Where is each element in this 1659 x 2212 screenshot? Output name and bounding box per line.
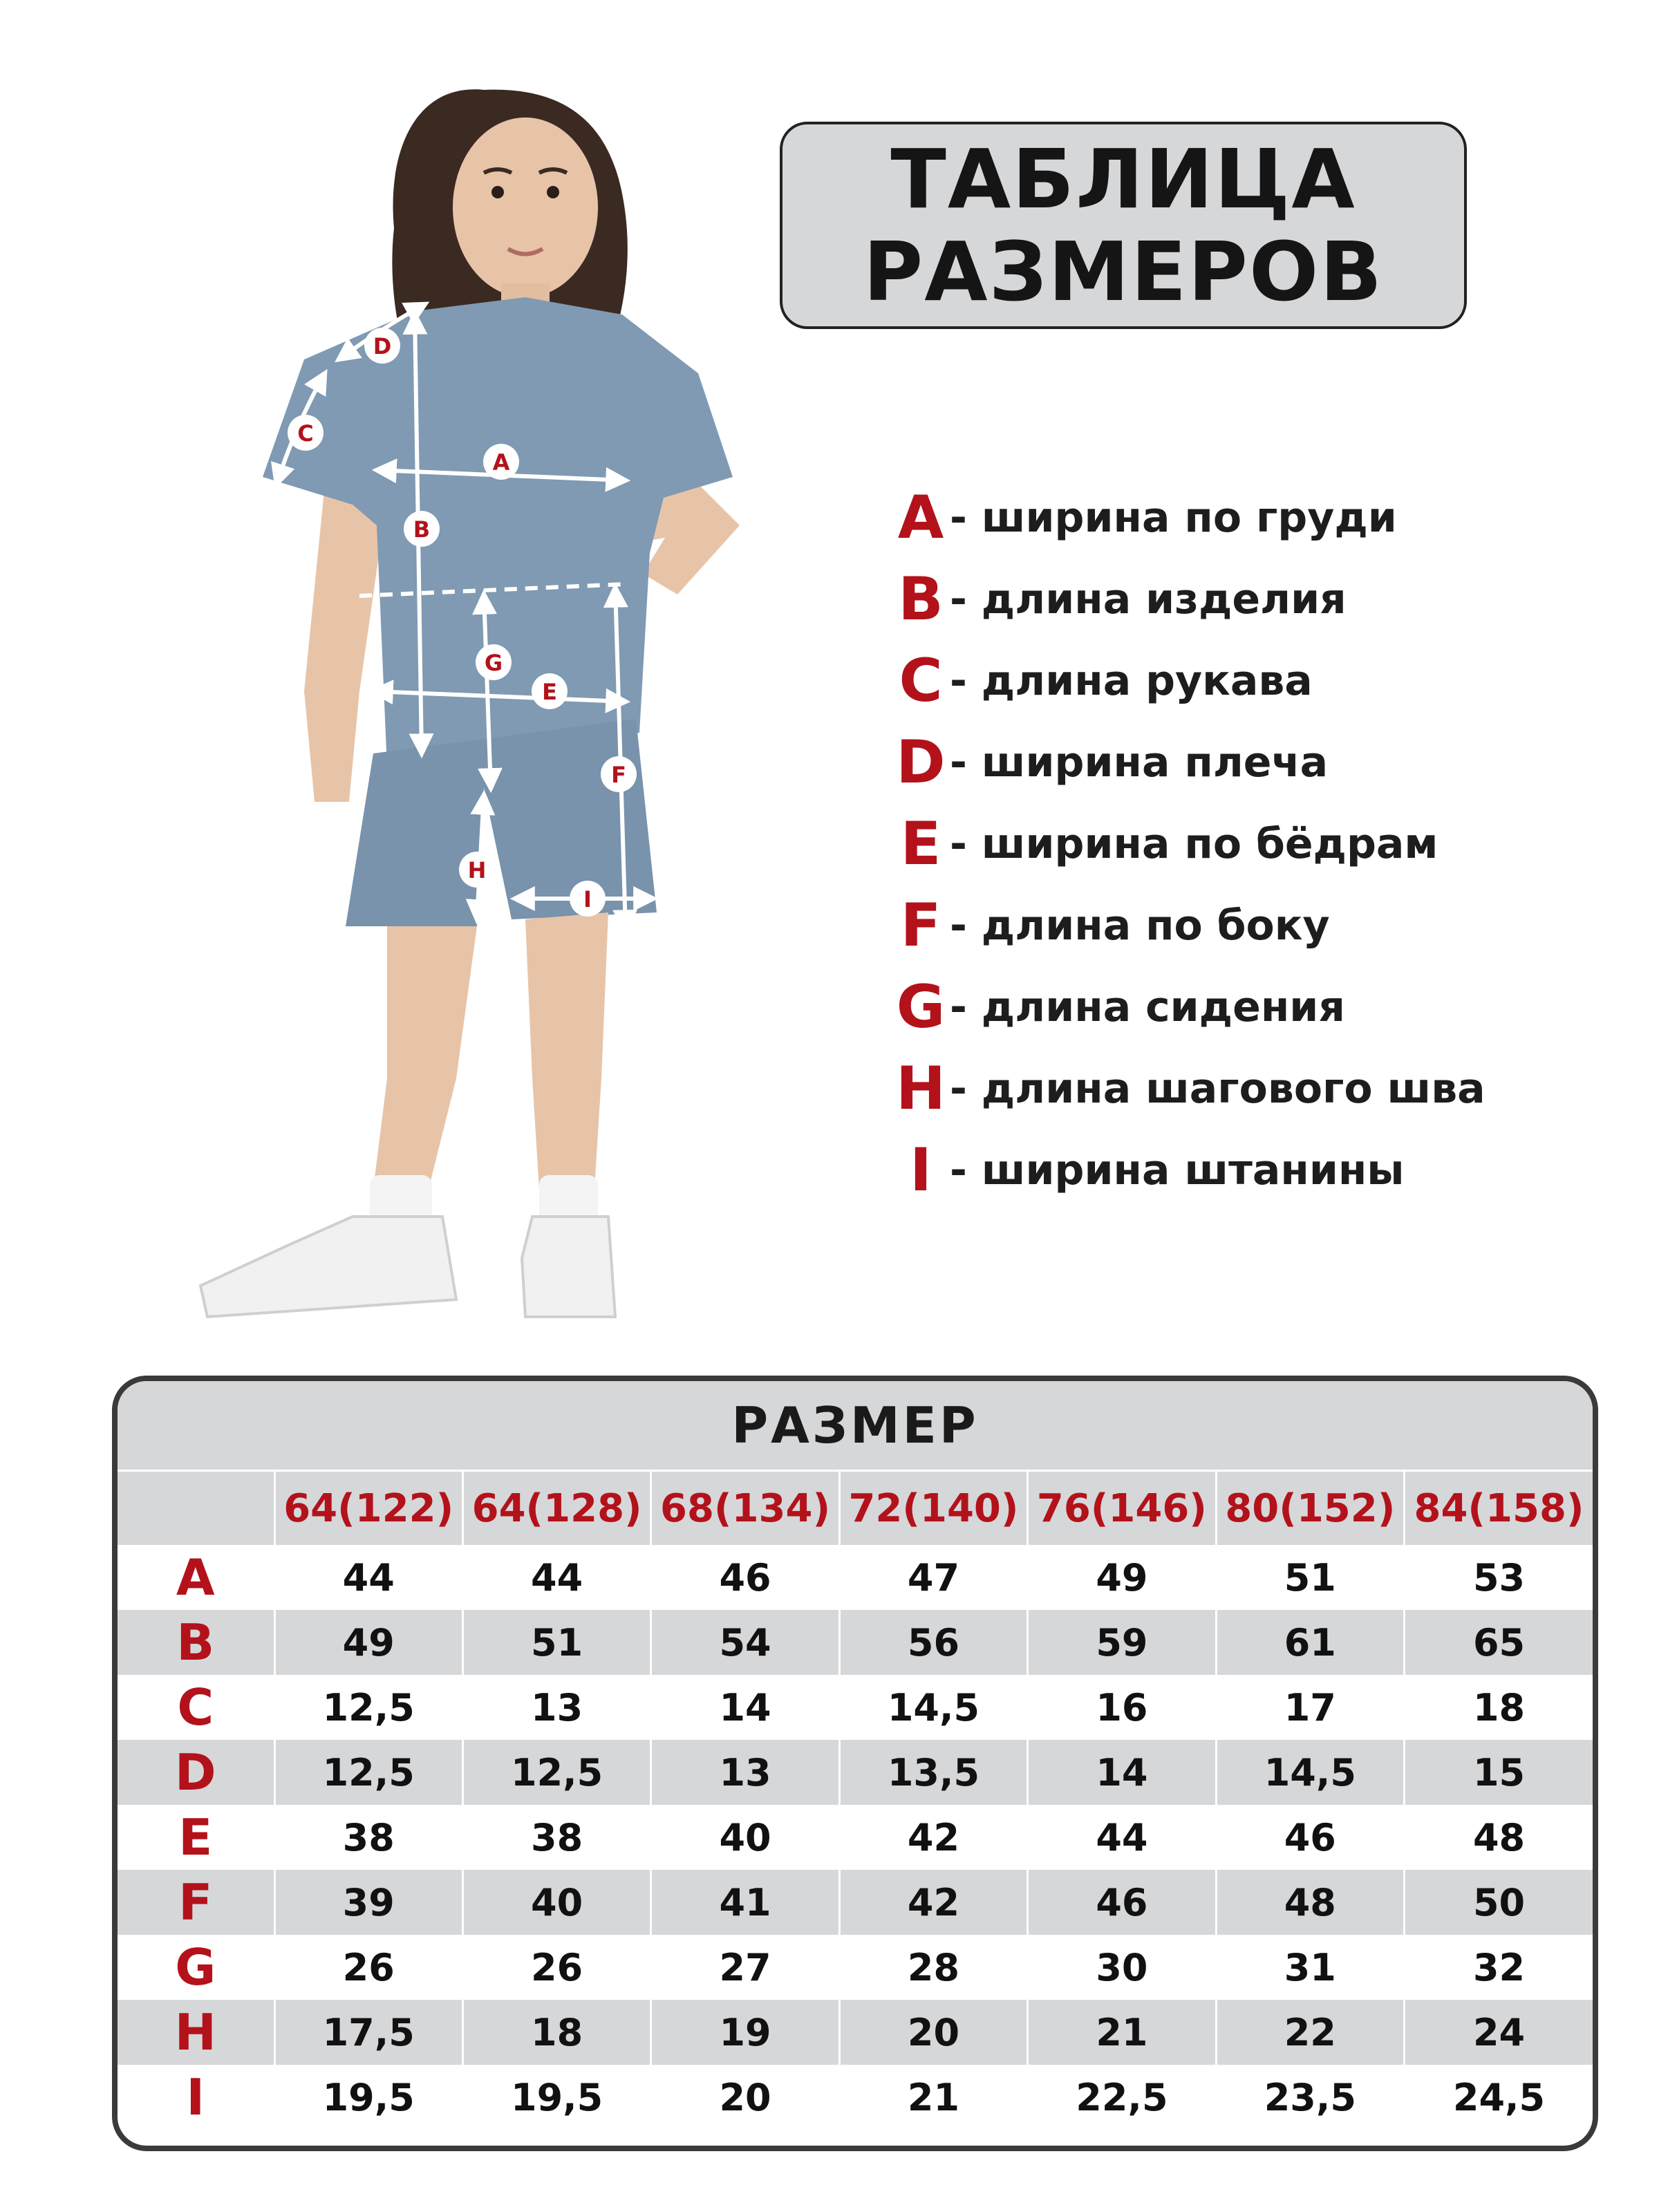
table-heading	[118, 1381, 1593, 1472]
table-cell: 56	[839, 1610, 1027, 1675]
legend-item	[892, 640, 1583, 722]
table-cell: 38	[462, 1805, 650, 1870]
legend-letter: B	[898, 565, 944, 634]
table-cell: 42	[839, 1870, 1027, 1935]
table-cell: 12,5	[274, 1740, 462, 1805]
legend-letter: A	[897, 483, 944, 552]
size-header: 80(152)	[1216, 1472, 1404, 1545]
marker-h	[459, 852, 495, 888]
size-header: 76(146)	[1028, 1472, 1216, 1545]
table-cell: 51	[462, 1610, 650, 1675]
legend-item	[892, 722, 1583, 803]
size-header: 84(158)	[1405, 1472, 1593, 1545]
model-illustration	[0, 0, 816, 1355]
legend-item	[892, 1048, 1583, 1130]
legend-text: - ширина по бёдрам	[950, 820, 1438, 868]
legend-item	[892, 803, 1583, 885]
table-cell: 21	[1028, 2000, 1216, 2065]
table-heading-text: РАЗМЕР	[731, 1396, 979, 1454]
svg-text:F: F	[611, 762, 626, 788]
title-line-1: ТАБЛИЦА	[890, 131, 1356, 227]
table-cell: 28	[839, 1935, 1027, 2000]
legend-text: - длина шагового шва	[950, 1065, 1485, 1113]
table-cell: 24,5	[1405, 2065, 1593, 2130]
table-cell: 12,5	[274, 1675, 462, 1740]
marker-d	[364, 328, 400, 364]
table-row	[118, 1935, 1593, 2000]
legend-text: - длина сидения	[950, 983, 1345, 1031]
title-line-2: РАЗМЕРОВ	[863, 224, 1384, 319]
legend-text: - длина по боку	[950, 901, 1330, 950]
table-cell: 12,5	[462, 1740, 650, 1805]
svg-text:C: C	[297, 420, 314, 447]
row-label: A	[118, 1545, 274, 1610]
table-cell: 14	[651, 1675, 839, 1740]
table-cell: 26	[274, 1935, 462, 2000]
table-cell: 40	[651, 1805, 839, 1870]
table-cell: 17	[1216, 1675, 1404, 1740]
legend-item	[892, 966, 1583, 1048]
table-cell: 46	[651, 1545, 839, 1610]
table-cell: 50	[1405, 1870, 1593, 1935]
table-cell: 27	[651, 1935, 839, 2000]
table-cell: 49	[1028, 1545, 1216, 1610]
table-row	[118, 1610, 1593, 1675]
table-cell: 42	[839, 1805, 1027, 1870]
svg-text:H: H	[467, 857, 487, 883]
table-cell: 44	[274, 1545, 462, 1610]
size-grid	[118, 1472, 1593, 2130]
table-cell: 14,5	[839, 1675, 1027, 1740]
table-row	[118, 2000, 1593, 2065]
svg-text:E: E	[542, 679, 557, 705]
size-header: 64(128)	[462, 1472, 650, 1545]
legend-text: - ширина штанины	[950, 1146, 1405, 1194]
table-cell: 16	[1028, 1675, 1216, 1740]
table-cell: 48	[1216, 1870, 1404, 1935]
row-label: B	[118, 1610, 274, 1675]
table-cell: 22,5	[1028, 2065, 1216, 2130]
row-label: C	[118, 1675, 274, 1740]
table-cell: 21	[839, 2065, 1027, 2130]
table-cell: 19,5	[274, 2065, 462, 2130]
legend-letter: C	[899, 646, 943, 715]
table-cell: 13	[462, 1675, 650, 1740]
table-cell: 44	[462, 1545, 650, 1610]
table-cell: 53	[1405, 1545, 1593, 1610]
marker-e	[532, 673, 568, 709]
table-cell: 51	[1216, 1545, 1404, 1610]
model-figure	[0, 0, 816, 1355]
table-row	[118, 2065, 1593, 2130]
legend-letter: D	[896, 728, 946, 797]
header-corner	[118, 1472, 274, 1545]
table-row	[118, 1545, 1593, 1610]
table-cell: 15	[1405, 1740, 1593, 1805]
table-cell: 18	[462, 2000, 650, 2065]
row-label: H	[118, 2000, 274, 2065]
svg-text:A: A	[492, 449, 510, 476]
table-cell: 39	[274, 1870, 462, 1935]
marker-b	[404, 511, 440, 547]
svg-text:G: G	[484, 650, 503, 676]
table-cell: 13,5	[839, 1740, 1027, 1805]
left-leg	[373, 926, 477, 1189]
left-sneaker	[200, 1217, 456, 1317]
legend-letter: G	[896, 973, 946, 1042]
marker-i	[570, 881, 606, 917]
right-sneaker	[522, 1217, 615, 1317]
table-cell: 47	[839, 1545, 1027, 1610]
table-cell: 31	[1216, 1935, 1404, 2000]
measurement-legend	[892, 477, 1583, 1211]
table-cell: 65	[1405, 1610, 1593, 1675]
size-header-row	[118, 1472, 1593, 1545]
row-label: F	[118, 1870, 274, 1935]
table-cell: 61	[1216, 1610, 1404, 1675]
svg-text:B: B	[413, 516, 431, 543]
row-label: D	[118, 1740, 274, 1805]
row-label: E	[118, 1805, 274, 1870]
table-cell: 20	[839, 2000, 1027, 2065]
legend-text: - ширина по груди	[950, 494, 1397, 542]
table-cell: 19,5	[462, 2065, 650, 2130]
table-cell: 49	[274, 1610, 462, 1675]
legend-text: - длина рукава	[950, 657, 1313, 705]
row-label: I	[118, 2065, 274, 2130]
table-cell: 32	[1405, 1935, 1593, 2000]
legend-letter: E	[900, 809, 941, 879]
table-cell: 59	[1028, 1610, 1216, 1675]
table-cell: 30	[1028, 1935, 1216, 2000]
table-cell: 22	[1216, 2000, 1404, 2065]
marker-g	[476, 644, 512, 680]
table-row	[118, 1740, 1593, 1805]
size-table	[112, 1376, 1598, 2151]
table-row	[118, 1675, 1593, 1740]
legend-letter: F	[900, 891, 941, 960]
table-cell: 13	[651, 1740, 839, 1805]
size-header: 64(122)	[274, 1472, 462, 1545]
title-box	[780, 122, 1467, 329]
table-row	[118, 1805, 1593, 1870]
face	[453, 118, 598, 297]
table-cell: 19	[651, 2000, 839, 2065]
table-cell: 14,5	[1216, 1740, 1404, 1805]
table-cell: 46	[1028, 1870, 1216, 1935]
table-cell: 41	[651, 1870, 839, 1935]
table-row	[118, 1870, 1593, 1935]
table-cell: 17,5	[274, 2000, 462, 2065]
marker-a	[483, 444, 519, 480]
table-cell: 20	[651, 2065, 839, 2130]
legend-letter: I	[910, 1136, 932, 1205]
legend-letter: H	[896, 1054, 946, 1123]
legend-item	[892, 477, 1583, 559]
legend-text: - ширина плеча	[950, 738, 1329, 787]
table-cell: 48	[1405, 1805, 1593, 1870]
size-header: 68(134)	[651, 1472, 839, 1545]
svg-text:D: D	[373, 333, 392, 359]
table-cell: 26	[462, 1935, 650, 2000]
legend-item	[892, 885, 1583, 966]
svg-text:I: I	[583, 886, 592, 912]
legend-item	[892, 1130, 1583, 1211]
marker-c	[288, 415, 324, 451]
marker-f	[601, 756, 637, 792]
table-cell: 40	[462, 1870, 650, 1935]
legend-text: - длина изделия	[950, 575, 1347, 624]
right-leg	[525, 912, 608, 1189]
size-header: 72(140)	[839, 1472, 1027, 1545]
table-cell: 46	[1216, 1805, 1404, 1870]
table-cell: 24	[1405, 2000, 1593, 2065]
table-cell: 44	[1028, 1805, 1216, 1870]
table-cell: 23,5	[1216, 2065, 1404, 2130]
row-label: G	[118, 1935, 274, 2000]
table-cell: 14	[1028, 1740, 1216, 1805]
legend-item	[892, 559, 1583, 640]
table-cell: 38	[274, 1805, 462, 1870]
table-cell: 54	[651, 1610, 839, 1675]
table-cell: 18	[1405, 1675, 1593, 1740]
